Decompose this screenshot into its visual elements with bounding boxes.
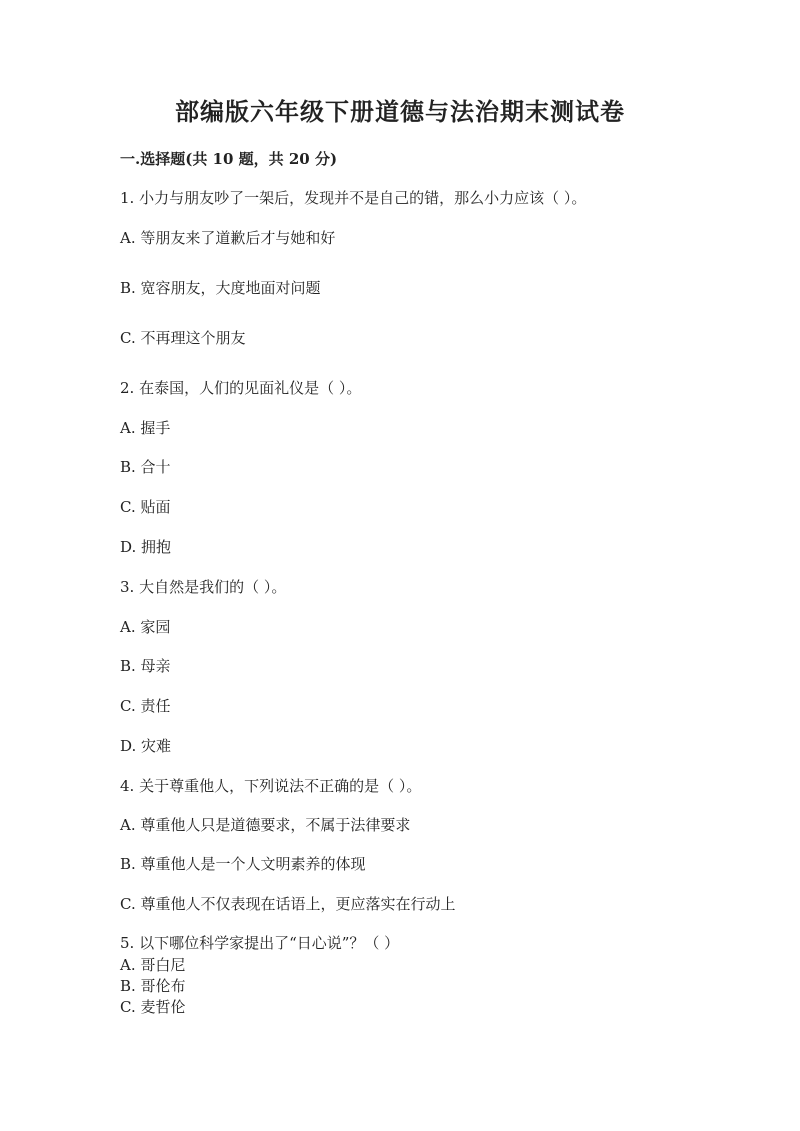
question-1-option-b[interactable]: B. 宽容朋友，大度地面对问题 [120, 279, 321, 297]
question-5-option-a[interactable]: A. 哥白尼 [120, 956, 186, 974]
question-1-stem: 1. 小力与朋友吵了一架后，发现并不是自己的错，那么小力应该（ ）。 [120, 189, 587, 207]
question-3-option-c[interactable]: C. 责任 [120, 697, 171, 715]
page-title: 部编版六年级下册道德与法治期末测试卷 [175, 97, 625, 126]
question-4-option-c[interactable]: C. 尊重他人不仅表现在话语上，更应落实在行动上 [120, 895, 456, 913]
question-5-stem: 5. 以下哪位科学家提出了“日心说”？（ ） [120, 934, 400, 952]
section-heading: 一.选择题(共 10 题，共 20 分) [120, 150, 338, 168]
question-4-option-b[interactable]: B. 尊重他人是一个人文明素养的体现 [120, 855, 366, 873]
question-2-option-b[interactable]: B. 合十 [120, 458, 171, 476]
question-2-option-d[interactable]: D. 拥抱 [120, 538, 172, 556]
question-3-option-d[interactable]: D. 灾难 [120, 737, 172, 755]
question-5-option-b[interactable]: B. 哥伦布 [120, 977, 186, 995]
question-4-stem: 4. 关于尊重他人，下列说法不正确的是（ ）。 [120, 777, 422, 795]
question-2-stem: 2. 在泰国，人们的见面礼仪是（ ）。 [120, 379, 362, 397]
question-3-option-b[interactable]: B. 母亲 [120, 657, 171, 675]
question-3-option-a[interactable]: A. 家园 [120, 618, 171, 636]
question-3-stem: 3. 大自然是我们的（ ）。 [120, 578, 287, 596]
question-2-option-c[interactable]: C. 贴面 [120, 498, 171, 516]
question-5-option-c[interactable]: C. 麦哲伦 [120, 998, 186, 1016]
question-4-option-a[interactable]: A. 尊重他人只是道德要求，不属于法律要求 [120, 816, 411, 834]
question-2-option-a[interactable]: A. 握手 [120, 419, 171, 437]
question-1-option-a[interactable]: A. 等朋友来了道歉后才与她和好 [120, 229, 336, 247]
question-1-option-c[interactable]: C. 不再理这个朋友 [120, 329, 246, 347]
